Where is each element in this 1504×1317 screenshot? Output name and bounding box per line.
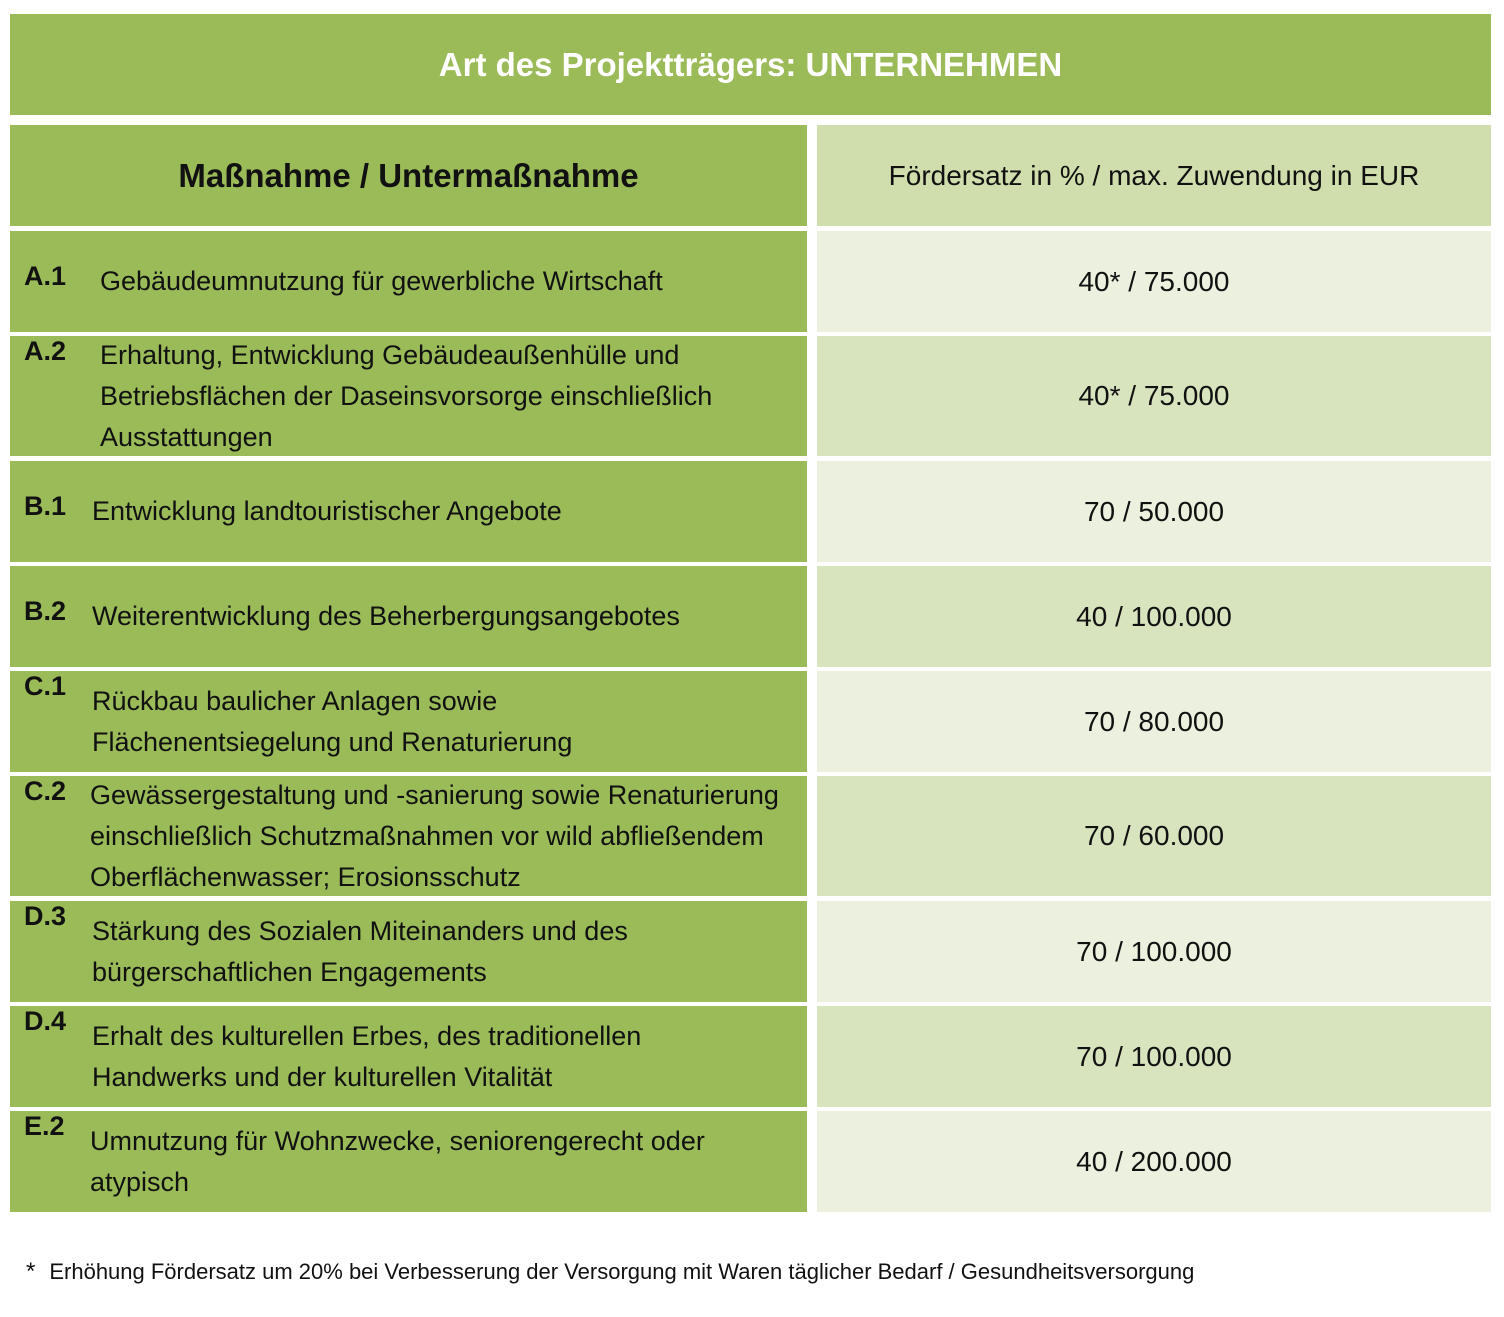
- measure-cell: [10, 776, 807, 896]
- measure-cell: [10, 231, 807, 332]
- measure-cell: [10, 336, 807, 456]
- measure-code: B.2: [24, 596, 67, 626]
- measure-cell: [10, 1111, 807, 1212]
- measure-code: C.1: [24, 671, 67, 701]
- footnote: [26, 1258, 1194, 1286]
- measure-cell: [10, 566, 807, 667]
- table-row: [10, 1111, 1491, 1212]
- measure-code: A.2: [24, 336, 67, 366]
- measure-text: Stärkung des Sozialen Miteinanders und des bürgerschaftlichen Engagements: [92, 915, 628, 987]
- measure-code: D.3: [24, 901, 67, 931]
- table-row: [10, 566, 1491, 667]
- footnote-text: Erhöhung Fördersatz um 20% bei Verbesserung der Versorgung mit Waren täglicher Bedarf / Gesundheitsversorgung: [49, 1259, 1195, 1284]
- footnote-marker: *: [26, 1258, 36, 1285]
- rate-cell: 70 / 60.000: [817, 776, 1491, 896]
- table-title: Art des Projektträgers: UNTERNEHMEN: [10, 14, 1491, 115]
- measure-cell: [10, 461, 807, 562]
- table-row: [10, 1006, 1491, 1107]
- measure-cell: [10, 1006, 807, 1107]
- measure-text: Umnutzung für Wohnzwecke, seniorengerecht oder atypisch: [90, 1125, 705, 1197]
- measure-code: B.1: [24, 491, 67, 521]
- table-row: [10, 461, 1491, 562]
- measure-code: A.1: [24, 261, 67, 291]
- measure-cell: [10, 671, 807, 772]
- measure-code: D.4: [24, 1006, 67, 1036]
- table-row: [10, 901, 1491, 1002]
- measure-text: Erhaltung, Entwicklung Gebäudeaußenhülle und Betriebsflächen der Daseinsvorsorge einschließlich Ausstattungen: [100, 339, 713, 452]
- measure-code: E.2: [24, 1111, 65, 1141]
- measure-text: Erhalt des kulturellen Erbes, des traditionellen Handwerks und der kulturellen Vitalität: [92, 1020, 642, 1092]
- table-row: [10, 671, 1491, 772]
- rate-cell: 40* / 75.000: [817, 231, 1491, 332]
- measure-text: Entwicklung landtouristischer Angebote: [92, 496, 562, 526]
- rate-cell: 70 / 100.000: [817, 901, 1491, 1002]
- table-row: [10, 231, 1491, 332]
- column-header-rate: Fördersatz in % / max. Zuwendung in EUR: [817, 125, 1491, 226]
- rate-cell: 40* / 75.000: [817, 336, 1491, 456]
- measure-text: Rückbau baulicher Anlagen sowie Flächenentsiegelung und Renaturierung: [92, 685, 573, 757]
- table-row: [10, 336, 1491, 456]
- measure-code: C.2: [24, 776, 67, 806]
- rate-cell: 40 / 200.000: [817, 1111, 1491, 1212]
- rate-cell: 70 / 100.000: [817, 1006, 1491, 1107]
- rate-cell: 70 / 50.000: [817, 461, 1491, 562]
- rate-cell: 40 / 100.000: [817, 566, 1491, 667]
- rate-cell: 70 / 80.000: [817, 671, 1491, 772]
- measure-cell: [10, 901, 807, 1002]
- column-header-measure: Maßnahme / Untermaßnahme: [10, 125, 807, 226]
- table-row: [10, 776, 1491, 896]
- measure-text: Weiterentwicklung des Beherbergungsangebotes: [92, 601, 680, 631]
- measure-text: Gebäudeumnutzung für gewerbliche Wirtschaft: [100, 266, 663, 296]
- measure-text: Gewässergestaltung und -sanierung sowie Renaturierung einschließlich Schutzmaßnahmen vor wild abfließendem Oberflächenwasser; Erosionsschutz: [90, 779, 779, 892]
